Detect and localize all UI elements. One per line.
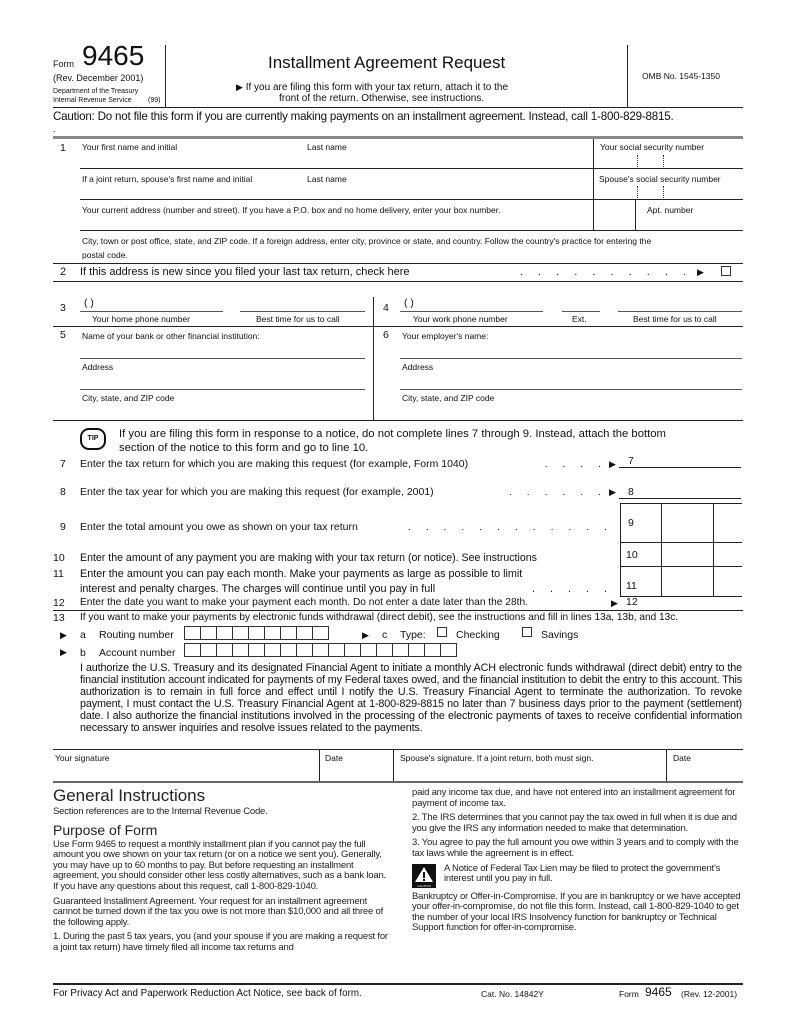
- leader-dots: . . . . .: [532, 583, 613, 595]
- home-phone-label[interactable]: Your home phone number: [92, 314, 190, 324]
- caution-icon: [412, 864, 436, 888]
- apt-label[interactable]: Apt. number: [647, 205, 694, 215]
- routing-digit-box[interactable]: [313, 627, 329, 639]
- account-digit-box[interactable]: [185, 644, 201, 656]
- footer-revision: (Rev. 12-2001): [681, 989, 738, 999]
- line-ref: 10: [626, 549, 638, 561]
- guaranteed-text: Guaranteed Installment Agreement. Your request for an installment agreement cannot be turned down if the tax you owe is not more than $10,000 and all three of the following apply.: [53, 895, 384, 928]
- area-code-paren: ( ): [404, 297, 414, 309]
- bankruptcy-text: Bankruptcy or Offer-in-Compromise. If you are in bankruptcy or we have accepted your offer-in-compromise, do not file this form. Instead, call 1-800-829-1040 to get the number of your local IRS Insolvency function for bankruptcy or Technical Support function for offer-in-compromise.: [412, 890, 741, 934]
- authorization-text: I authorize the U.S. Treasury and its designated Financial Agent to initiate a monthly ACH electronic funds withdrawal (direct debit) entry to the financial institution account indicated for payments of my Federal taxes owed, and the financial institution to debit the entry to this account. This authorization is to remain in full force and effect until I notify the U.S. Treasury Financial Agent to terminate the authorization. To revoke payment, I must contact the U.S. Treasury Financial Agent at 1-800-829-8815 no later than 7 business days prior to the payment (settlement) date. I also authorize the financial institutions involved in the processing of the electronic payments of taxes to receive confidential information necessary to answer inquiries and resolve issues related to the payments.: [80, 662, 742, 734]
- arrow-icon: ▶: [611, 598, 618, 608]
- bank-address-label[interactable]: Address: [82, 362, 114, 372]
- footer-form-number: 9465: [645, 985, 672, 999]
- routing-digit-box[interactable]: [281, 627, 297, 639]
- form-number: 9465: [82, 40, 145, 71]
- account-digit-box[interactable]: [297, 644, 313, 656]
- routing-digit-box[interactable]: [265, 627, 281, 639]
- leader-dots: . . . .: [544, 458, 607, 470]
- spouse-date-label[interactable]: Date: [673, 753, 691, 763]
- instructions-right: [412, 788, 744, 938]
- line-letter: a: [80, 629, 86, 641]
- account-digit-box[interactable]: [217, 644, 233, 656]
- line-number: 6: [383, 329, 389, 341]
- condition-1: 1. During the past 5 tax years, you (and your spouse if you are making a request for a joint tax return) have timely filed all income tax returns and: [53, 931, 388, 953]
- revision: (Rev. December 2001): [53, 73, 144, 83]
- work-best-time-label[interactable]: Best time for us to call: [633, 314, 717, 324]
- monthly-payment-text-2: interest and penalty charges. The charges will continue until you pay in full: [80, 583, 436, 595]
- employer-name-label[interactable]: Your employer's name:: [402, 331, 489, 341]
- line-ref: 8: [628, 486, 634, 498]
- line-number: 12: [53, 597, 65, 609]
- line-number: 1: [60, 142, 66, 154]
- leader-dots: . . . . . .: [508, 486, 607, 498]
- account-digit-box[interactable]: [233, 644, 249, 656]
- new-address-checkbox[interactable]: [721, 266, 731, 276]
- agency-code: (99): [148, 97, 161, 104]
- tax-return-text: Enter the tax return for which you are making this request (for example, Form 1040): [80, 458, 469, 470]
- checking-label: Checking: [456, 629, 500, 641]
- line-ref: 11: [626, 580, 637, 592]
- arrow-icon: ▶: [609, 459, 616, 469]
- account-digit-box[interactable]: [361, 644, 377, 656]
- amount-owed-text: Enter the total amount you owe as shown on your tax return: [80, 521, 358, 533]
- work-phone-label[interactable]: Your work phone number: [413, 314, 508, 324]
- line-number: 4: [383, 302, 389, 314]
- line-number: 9: [60, 521, 66, 533]
- signature-label[interactable]: Your signature: [55, 753, 110, 763]
- employer-city-label[interactable]: City, state, and ZIP code: [402, 393, 495, 403]
- department: Department of the Treasury: [53, 88, 139, 95]
- catalog-number: Cat. No. 14842Y: [481, 989, 544, 999]
- monthly-payment-input[interactable]: [662, 567, 741, 596]
- new-address-row: [80, 266, 692, 278]
- attach-text: If you are filing this form with your tax return, attach it to the: [245, 82, 509, 93]
- routing-digit-box[interactable]: [297, 627, 313, 639]
- account-digit-box[interactable]: [409, 644, 425, 656]
- tax-return-input[interactable]: [619, 467, 741, 468]
- routing-digit-box[interactable]: [185, 627, 201, 639]
- city-label[interactable]: City, town or post office, state, and ZIP code. If a foreign address, enter city, province or state, and country. Follow the country's practice for entering the: [82, 236, 652, 246]
- bank-city-label[interactable]: City, state, and ZIP code: [82, 393, 175, 403]
- arrow-icon: ▶: [697, 267, 704, 277]
- arrow-icon: ▶: [609, 487, 616, 497]
- city-label-cont: postal code.: [82, 250, 128, 260]
- account-digit-box[interactable]: [329, 644, 345, 656]
- condition-1-cont: paid any income tax due, and have not entered into an installment agreement for payment of income tax.: [412, 787, 736, 809]
- leader-dots: . . . . . . . . . .: [519, 266, 692, 278]
- arrow-icon: ▶: [362, 630, 369, 640]
- condition-2: 2. The IRS determines that you cannot pay the tax owed in full when it is due and you give the IRS any information needed to make that determination.: [412, 812, 737, 834]
- tip-icon: [80, 428, 106, 450]
- spouse-last-name-label[interactable]: Last name: [307, 174, 347, 184]
- payment-date-text: Enter the date you want to make your payment each month. Do not enter a date later than the 28th.: [80, 597, 528, 608]
- employer-address-label[interactable]: Address: [402, 362, 434, 372]
- spouse-signature-label[interactable]: Spouse's signature. If a joint return, both must sign.: [400, 753, 594, 763]
- type-label: Type:: [400, 629, 426, 641]
- line-letter: c: [382, 629, 388, 641]
- area-code-paren: ( ): [84, 297, 94, 309]
- account-label: Account number: [99, 647, 176, 659]
- routing-label: Routing number: [99, 629, 174, 641]
- savings-label: Savings: [541, 629, 579, 641]
- account-digit-box[interactable]: [313, 644, 329, 656]
- caution-text: Caution: Do not file this form if you are currently making payments on an installment agreement. Instead, call 1-800-829-8815.: [53, 110, 674, 123]
- line-ref: 7: [628, 455, 634, 467]
- date-label[interactable]: Date: [325, 753, 343, 763]
- monthly-payment-row: [80, 583, 613, 595]
- tip-text-1: If you are filing this form in response to a notice, do not complete lines 7 through 9. Instead, attach the bottom: [119, 428, 666, 440]
- arrow-icon: ▶: [60, 647, 67, 657]
- amount-owed-row: [80, 521, 613, 533]
- agency: Internal Revenue Service: [53, 97, 132, 104]
- line-number: 3: [60, 302, 66, 314]
- tax-year-input[interactable]: [619, 498, 741, 499]
- lien-text: A Notice of Federal Tax Lien may be filed to protect the government's interest until you pay in full.: [444, 862, 721, 885]
- payment-amount-text: Enter the amount of any payment you are making with your tax return (or notice). See instructions: [80, 552, 537, 564]
- purpose-text: Use Form 9465 to request a monthly installment plan if you cannot pay the full amount you owe shown on your tax return (or on a notice we sent you). Generally, you may have up to 60 months to pay. But before requesting an installment agreement, you should consider other less costly alternatives, such as a bank loan. If you have any questions about this request, call 1-800-829-1040.: [53, 838, 386, 892]
- attach-note-1: [236, 82, 508, 93]
- line-number: 10: [53, 552, 65, 564]
- first-name-label[interactable]: Your first name and initial: [82, 142, 178, 152]
- address-label[interactable]: Your current address (number and street). If you have a P.O. box and no home delivery, enter your box number.: [82, 205, 501, 215]
- monthly-payment-text-1: Enter the amount you can pay each month. Make your payments as large as possible to limit: [80, 568, 523, 580]
- ssn-label[interactable]: Your social security number: [600, 142, 705, 152]
- account-digit-box[interactable]: [393, 644, 409, 656]
- account-digit-box[interactable]: [441, 644, 457, 656]
- line-number: 5: [60, 329, 66, 341]
- payment-amount-input[interactable]: [662, 543, 741, 566]
- routing-digit-box[interactable]: [217, 627, 233, 639]
- account-digit-box[interactable]: [425, 644, 441, 656]
- footer-form-label: Form: [619, 989, 639, 999]
- instructions-left: [53, 786, 389, 958]
- arrow-icon: ▶: [60, 630, 67, 640]
- account-digit-box[interactable]: [377, 644, 393, 656]
- form-title: Installment Agreement Request: [268, 53, 506, 72]
- amount-owed-input[interactable]: [662, 504, 741, 542]
- account-digit-box[interactable]: [265, 644, 281, 656]
- routing-digit-box[interactable]: [201, 627, 217, 639]
- tax-return-row: [80, 458, 607, 470]
- line-ref: 9: [628, 517, 634, 529]
- tip-icon-label: TIP: [87, 435, 99, 442]
- last-name-label[interactable]: Last name: [307, 142, 347, 152]
- new-address-text: If this address is new since you filed your last tax return, check here: [80, 266, 410, 278]
- form-label: Form: [53, 59, 74, 69]
- line-letter: b: [80, 647, 86, 659]
- bank-name-label[interactable]: Name of your bank or other financial institution:: [82, 331, 260, 341]
- tax-year-text: Enter the tax year for which you are making this request (for example, 2001): [80, 486, 434, 498]
- account-digit-box[interactable]: [281, 644, 297, 656]
- routing-digit-box[interactable]: [249, 627, 265, 639]
- caution-dot: .: [53, 124, 56, 134]
- home-best-time-label[interactable]: Best time for us to call: [256, 314, 340, 324]
- routing-digit-box[interactable]: [233, 627, 249, 639]
- line-ref: 12: [626, 596, 638, 608]
- line-number: 11: [53, 568, 64, 580]
- spouse-ssn-label[interactable]: Spouse's social security number: [599, 174, 721, 184]
- caution-icon-label: CAUTION: [417, 883, 431, 888]
- savings-checkbox[interactable]: [522, 627, 532, 637]
- account-digit-box[interactable]: [345, 644, 361, 656]
- routing-number-input[interactable]: [184, 626, 329, 640]
- privacy-notice: For Privacy Act and Paperwork Reduction Act Notice, see back of form.: [53, 988, 362, 999]
- purpose-heading: Purpose of Form: [53, 821, 158, 838]
- line-number: 13: [53, 612, 65, 624]
- account-number-input[interactable]: [184, 643, 457, 657]
- tax-year-row: [80, 486, 607, 498]
- omb-number: OMB No. 1545-1350: [642, 71, 720, 81]
- account-digit-box[interactable]: [249, 644, 265, 656]
- line-number: 2: [60, 266, 67, 278]
- leader-dots: . . . . . . . . . . . .: [407, 521, 613, 533]
- spouse-first-name-label[interactable]: If a joint return, spouse's first name and initial: [82, 174, 253, 184]
- direct-debit-text: If you want to make your payments by electronic funds withdrawal (direct debit), see the instructions and fill in lines 13a, 13b, and 13c.: [80, 612, 679, 623]
- account-digit-box[interactable]: [201, 644, 217, 656]
- general-instructions-heading: General Instructions: [53, 786, 206, 805]
- arrow-icon: ▶: [236, 82, 243, 92]
- condition-3: 3. You agree to pay the full amount you owe within 3 years and to comply with the tax laws while the agreement is in effect.: [412, 837, 739, 859]
- tip-text-2: section of the notice to this form and go to line 10.: [119, 442, 369, 454]
- line-number: 7: [60, 458, 66, 470]
- attach-note-2: front of the return. Otherwise, see instructions.: [279, 93, 485, 104]
- ext-label[interactable]: Ext.: [572, 314, 587, 324]
- section-ref: Section references are to the Internal Revenue Code.: [53, 806, 268, 817]
- checking-checkbox[interactable]: [437, 627, 447, 637]
- line-number: 8: [60, 486, 66, 498]
